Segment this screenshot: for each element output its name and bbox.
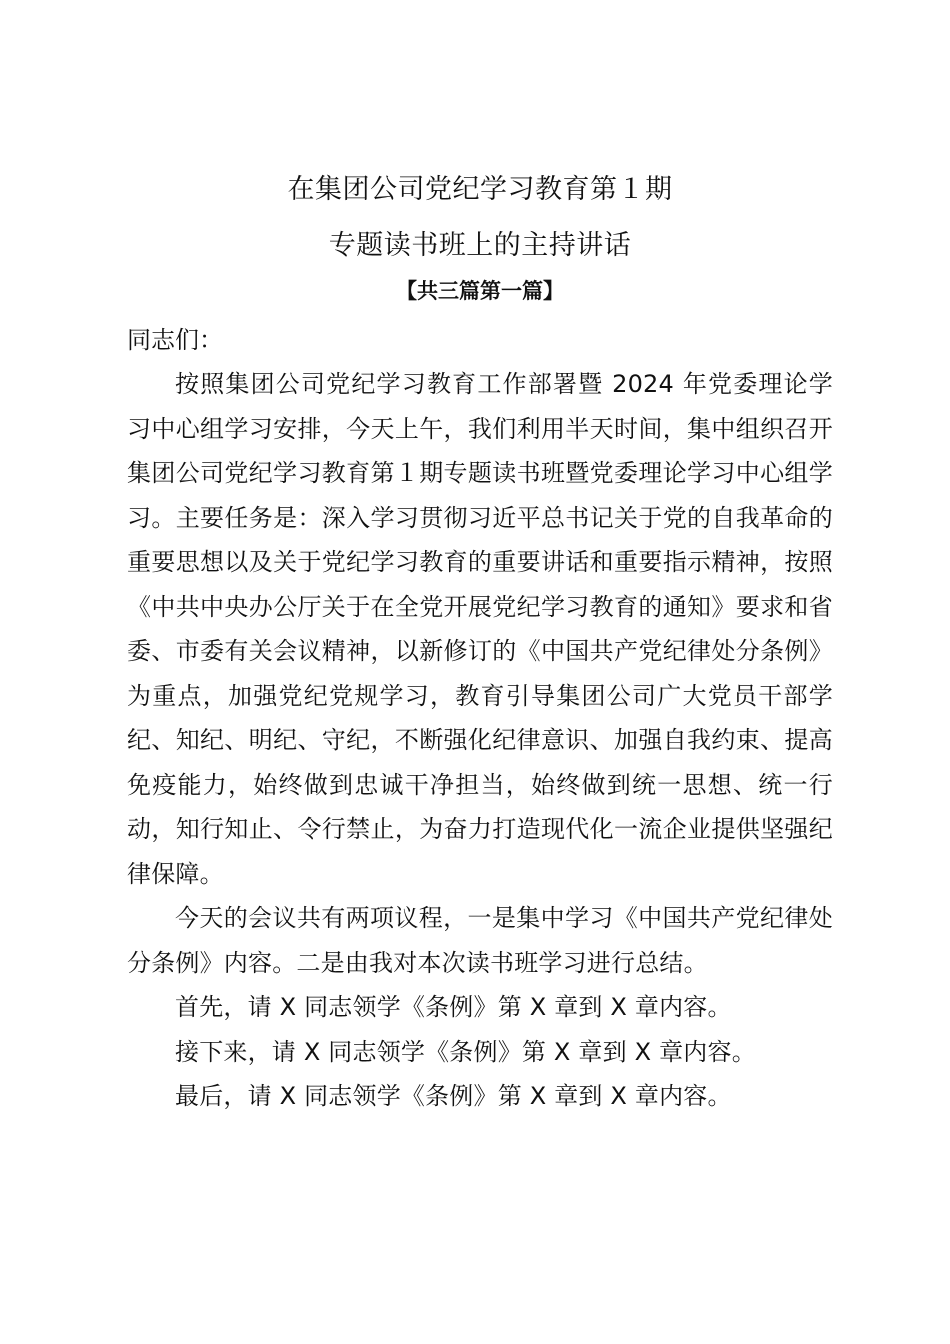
- paragraph-second-reading: 接下来，请 X 同志领学《条例》第 X 章到 X 章内容。: [175, 1037, 756, 1066]
- paragraph-agenda: 今天的会议共有两项议程，一是集中学习《中国共产党纪律处分条例》内容。二是由我对本次读书班学习进行总结。: [127, 904, 833, 977]
- paragraph-first-reading: 首先，请 X 同志领学《条例》第 X 章到 X 章内容。: [175, 993, 732, 1021]
- title-line-2: 专题读书班上的主持讲话: [328, 230, 632, 261]
- title-line-1: 在集团公司党纪学习教育第１期: [287, 174, 673, 205]
- salutation: 同志们：: [127, 326, 223, 354]
- paragraph-intro: 按照集团公司党纪学习教育工作部署暨 2024 年党委理论学习中心组学习安排，今天上午，我们利用半天时间，集中组织召开集团公司党纪学习教育第１期专题读书班暨党委理论学习中心组学习。主要任务是：深入学习贯彻习近平总书记关于党的自我革命的重要思想以及关于党纪学习教育的重要讲话和重要指示精神，按照《中共中央办公厅关于在全党开展党纪学习教育的通知》要求和省委、市委有关会议精神，以新修订的《中国共产党纪律处分条例》为重点，加强党纪党规学习，教育引导集团公司广大党员干部学纪、知纪、明纪、守纪，不断强化纪律意识、加强自我约束、提高免疫能力，始终做到忠诚干净担当，始终做到统一思想、统一行动，知行知止、令行禁止，为奋力打造现代化一流企业提供坚强纪律保障。: [127, 370, 833, 888]
- subtitle: 【共三篇第一篇】: [396, 279, 564, 303]
- document-page: [127, 172, 833, 1119]
- paragraph-last-reading: 最后，请 X 同志领学《条例》第 X 章到 X 章内容。: [175, 1082, 732, 1110]
